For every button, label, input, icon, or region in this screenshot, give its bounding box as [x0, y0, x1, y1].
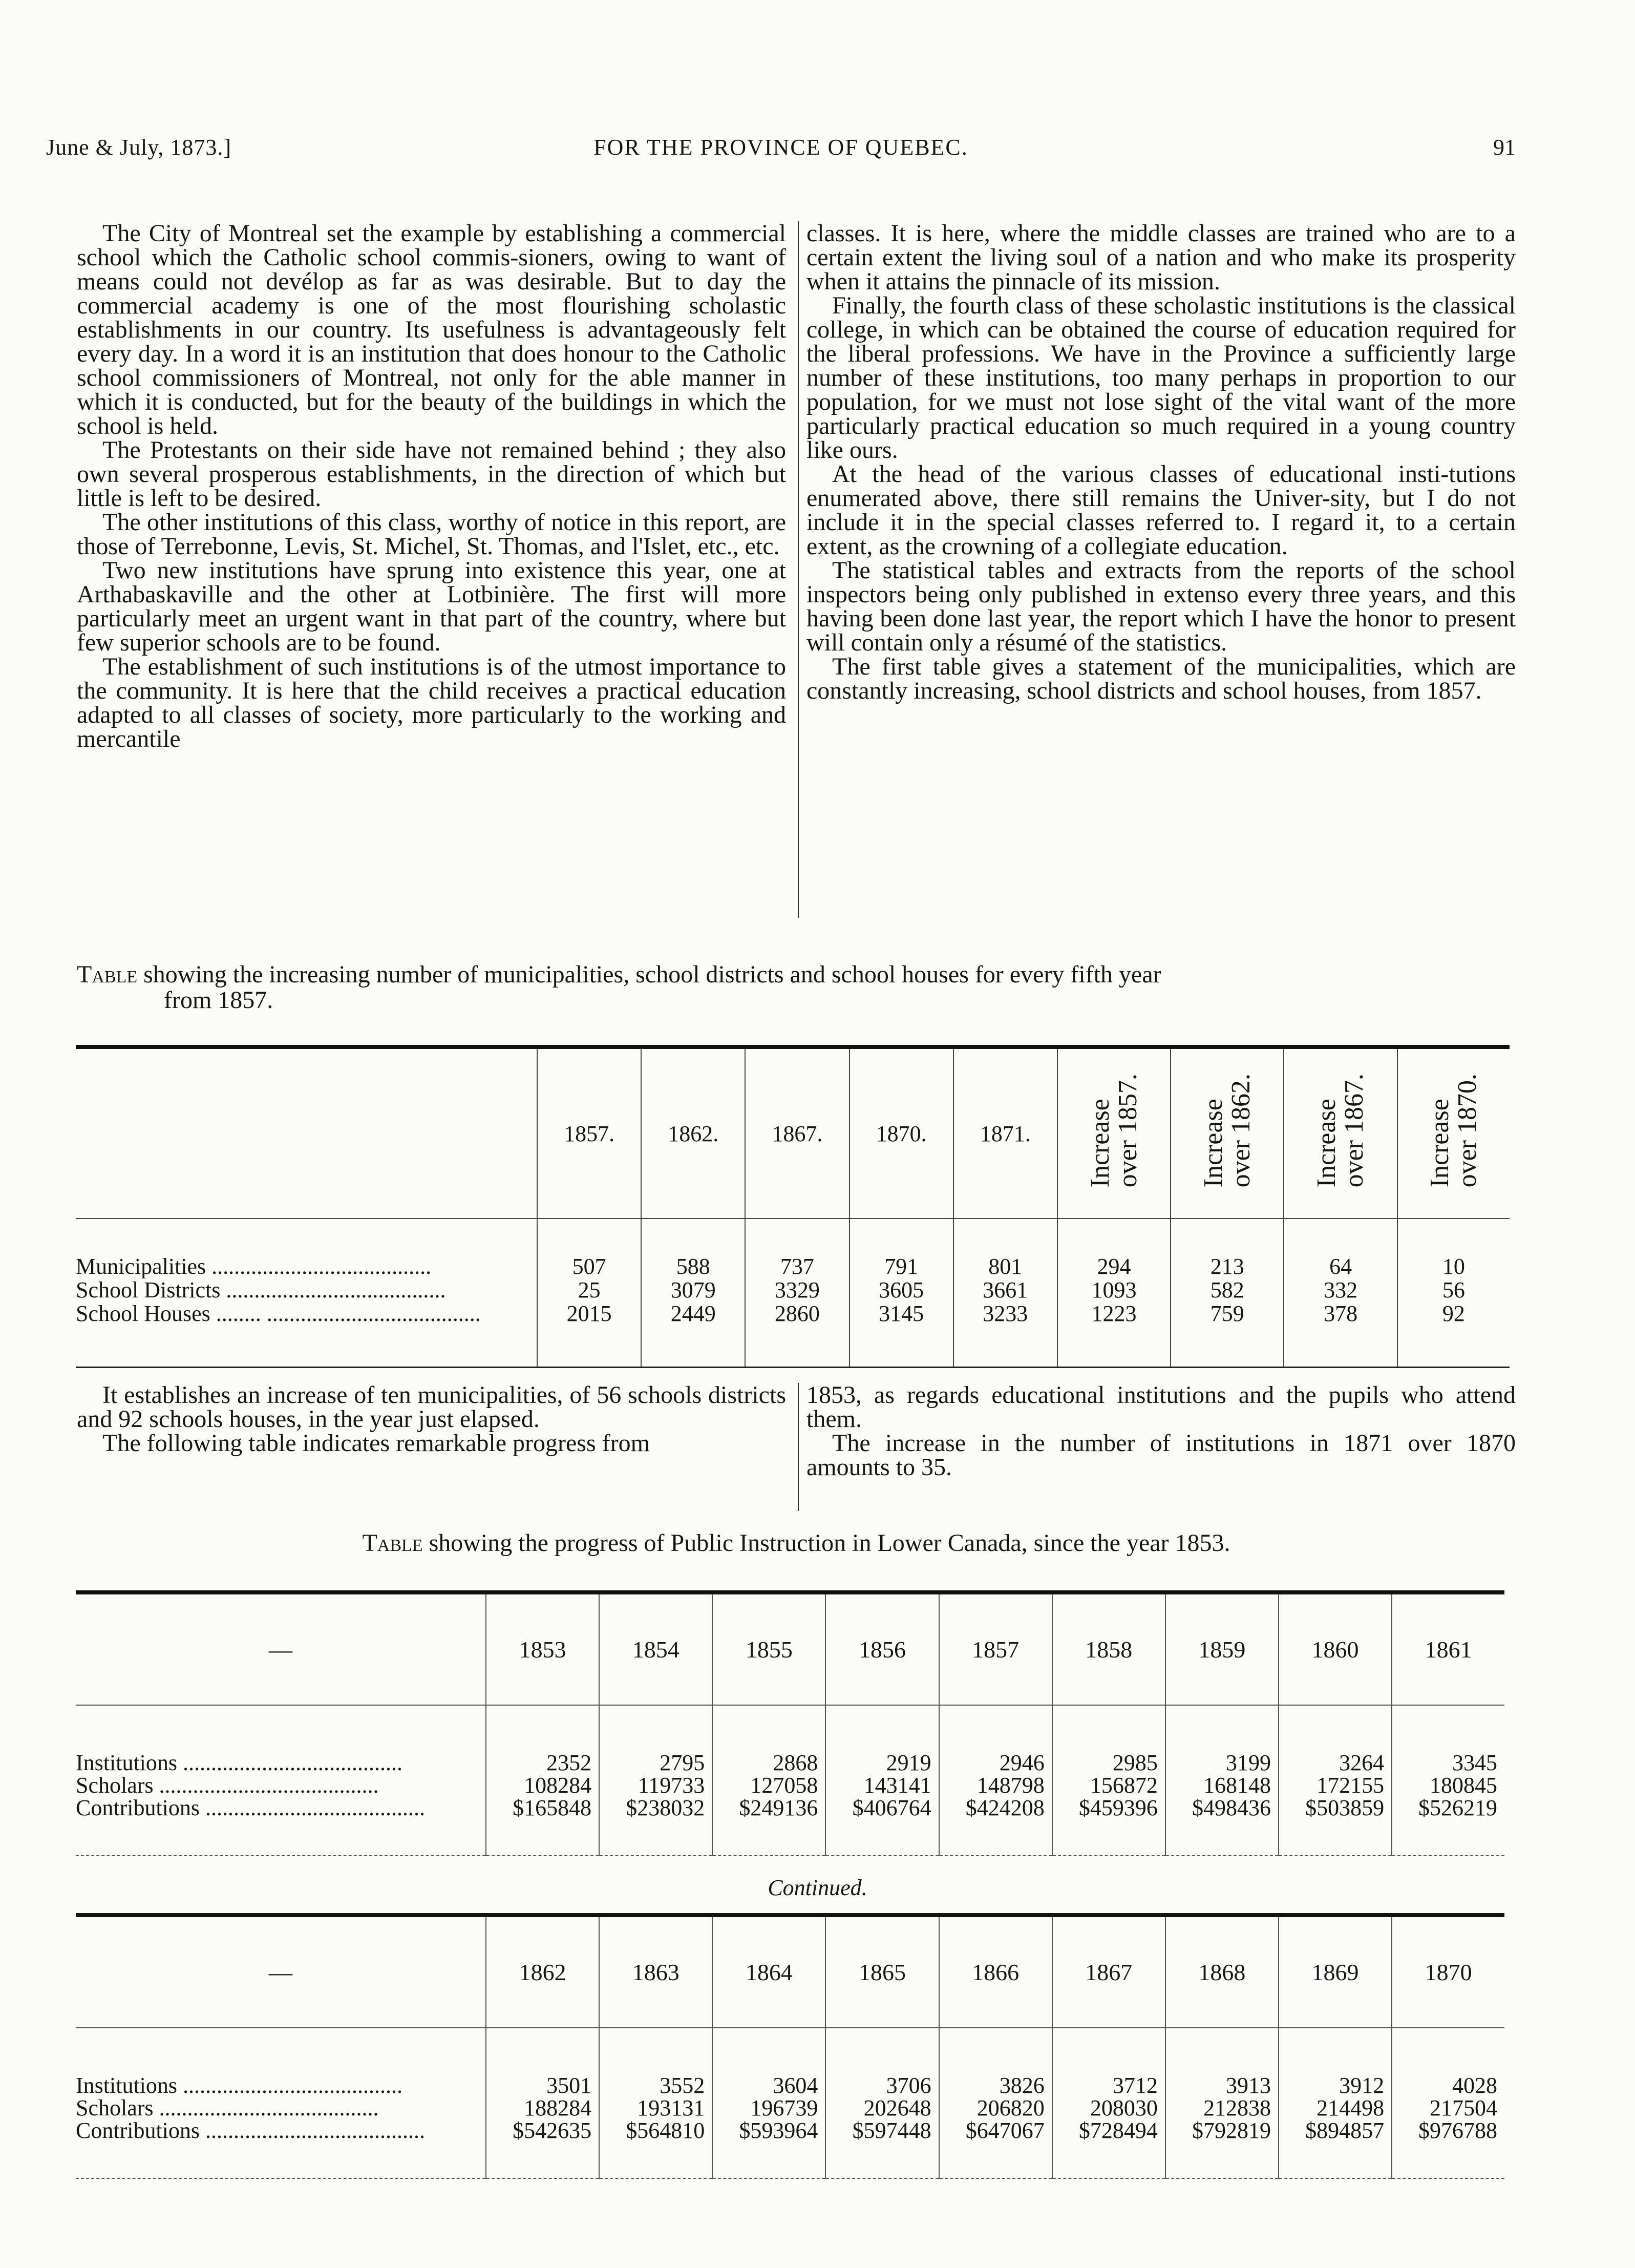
table-cell: $249136 [712, 1797, 825, 1856]
table-header-cell [1397, 1047, 1510, 1219]
table-header-cell [1284, 1047, 1397, 1219]
table-cell: 217504 [1392, 2097, 1504, 2119]
table-cell: 180845 [1392, 1774, 1504, 1797]
year-header: 1870 [1392, 1915, 1504, 2028]
table-cell: $593964 [712, 2119, 825, 2178]
paragraph: The City of Montreal set the example by establishing a commercial school which the Catholic school commis-sioners, owing to want of means could not devélop as far as was desirable. But to day the commercial academy is one of the most flourishing scholastic establishments in our country. Its usefulness is advantageously felt every day. In a word it is an institution that does honour to the Catholic school commissioners of Montreal, not only for the able manner in which it is conducted, but for the beauty of the buildings in which the school is held. [77, 220, 786, 439]
table-cell: 2352 [486, 1705, 599, 1774]
table-cell: $728494 [1052, 2119, 1165, 2178]
table-header-cell: — [76, 1915, 486, 2028]
year-header: 1861 [1392, 1592, 1504, 1705]
paragraph: Finally, the fourth class of these scholastic institutions is the classical college, in which can be obtained the course of education required for the liberal professions. We have in the Province a sufficiently large number of these institutions, too many perhaps in proportion to our population, for we must not lose sight of the vital want of the more particularly practical education so much required in a young country like ours. [806, 292, 1516, 464]
top-left-column [77, 221, 786, 751]
table-cell: 172155 [1279, 1774, 1392, 1797]
table-cell: 2795 [599, 1705, 712, 1774]
table-cell: 3661 [953, 1278, 1057, 1302]
table-cell: 582 [1171, 1278, 1284, 1302]
paragraph: At the head of the various classes of educational insti-tutions enumerated above, there still remains the Univer-sity, but I do not include it in the special classes referred to. I regard it, to a certain extent, as the crowning of a collegiate education. [806, 460, 1516, 560]
table-row [76, 1797, 1504, 1856]
table-header-cell: 1857. [537, 1047, 641, 1219]
table-header-cell: 1871. [953, 1047, 1057, 1219]
row-label: Institutions ....................................... [76, 2073, 403, 2097]
table-cell: 3912 [1279, 2028, 1392, 2097]
municipalities-table [76, 1045, 1510, 1368]
table-cell: $542635 [486, 2119, 599, 2178]
table-cell: 3552 [599, 2028, 712, 2097]
table-cell: 2946 [939, 1705, 1052, 1774]
paragraph: Two new institutions have sprung into existence this year, one at Arthabaskaville and the other at Lotbinière. The first will more particularly meet an urgent want in that part of the country, where but few superior schools are to be found. [77, 557, 786, 656]
row-label: School Houses ........ ...................................... [76, 1302, 481, 1326]
year-header: 1864 [712, 1915, 825, 2028]
table-cell: $564810 [599, 2119, 712, 2178]
table-cell: $406764 [825, 1797, 939, 1856]
table-cell: 2868 [712, 1705, 825, 1774]
table-cell: 202648 [825, 2097, 939, 2119]
table-cell: 2919 [825, 1705, 939, 1774]
table-cell: 10 [1397, 1219, 1510, 1278]
table-cell: 588 [641, 1219, 745, 1278]
paragraph: The establishment of such institutions is of the utmost importance to the community. It is here that the child receives a practical education adapted to all classes of society, more particularly to the working and mercantile [77, 653, 786, 752]
table-cell: $894857 [1279, 2119, 1392, 2178]
table-cell: 193131 [599, 2097, 712, 2119]
table-cell: 108284 [486, 1774, 599, 1797]
row-label: Scholars ....................................... [76, 2097, 379, 2119]
table-cell: 2860 [745, 1302, 849, 1368]
table-header-cell: — [76, 1592, 486, 1705]
page-number: 91 [1493, 135, 1516, 160]
table-header-cell [1171, 1047, 1284, 1219]
year-header: 1860 [1279, 1592, 1392, 1705]
paragraph: The increase in the number of institutions in 1871 over 1870 amounts to 35. [806, 1430, 1516, 1481]
table-cell: 3605 [850, 1278, 953, 1302]
table-cell: 212838 [1165, 2097, 1279, 2119]
table-cell: 3604 [712, 2028, 825, 2097]
column-divider [798, 221, 799, 918]
table-cell: $792819 [1165, 2119, 1279, 2178]
table-row [76, 2119, 1504, 2178]
table-cell: 208030 [1052, 2097, 1165, 2119]
table-header-row [76, 1592, 1504, 1705]
year-header: 1855 [712, 1592, 825, 1705]
table-cell: 507 [537, 1219, 641, 1278]
paragraph: It establishes an increase of ten municipalities, of 56 schools districts and 92 schools houses, in the year just elapsed. [77, 1381, 786, 1433]
table-cell: 56 [1397, 1278, 1510, 1302]
table2-caption-text: showing the progress of Public Instruction in Lower Canada, since the year 1853. [422, 1529, 1230, 1557]
paragraph: The other institutions of this class, worthy of notice in this report, are those of Terrebonne, Levis, St. Michel, St. Thomas, and l'Islet, etc., etc. [77, 509, 786, 560]
top-text-columns [77, 221, 1516, 751]
table-cell: 1223 [1057, 1302, 1171, 1368]
year-header: 1853 [486, 1592, 599, 1705]
table-cell: 213 [1171, 1219, 1284, 1278]
table-cell: 737 [745, 1219, 849, 1278]
table-cell: 3233 [953, 1302, 1057, 1368]
table-cell: 2985 [1052, 1705, 1165, 1774]
row-label: Scholars ....................................... [76, 1774, 379, 1797]
table-cell: 3501 [486, 2028, 599, 2097]
year-header: 1857 [939, 1592, 1052, 1705]
table-cell: 759 [1171, 1302, 1284, 1368]
paragraph: The Protestants on their side have not remained behind ; they also own several prosperous establishments, in the direction of which but little is left to be desired. [77, 436, 786, 512]
row-label: Institutions ....................................... [76, 1750, 403, 1774]
year-header: 1854 [599, 1592, 712, 1705]
table2-caption-lead: Table [362, 1529, 423, 1557]
table-cell: 791 [850, 1219, 953, 1278]
paragraph: 1853, as regards educational institutions and the pupils who attend them. [806, 1381, 1516, 1433]
year-header: 1862 [486, 1915, 599, 2028]
table-cell: 3826 [939, 2028, 1052, 2097]
year-header: 1866 [939, 1915, 1052, 2028]
table-cell: 64 [1284, 1219, 1397, 1278]
table-cell: 3145 [850, 1302, 953, 1368]
column-divider [798, 1383, 799, 1511]
table-cell: 3712 [1052, 2028, 1165, 2097]
table-cell: 148798 [939, 1774, 1052, 1797]
table-cell: 3913 [1165, 2028, 1279, 2097]
table-cell: $597448 [825, 2119, 939, 2178]
table-row [76, 1219, 1510, 1278]
table-row [76, 1278, 1510, 1302]
row-label: Municipalities ....................................... [76, 1254, 432, 1278]
table-cell: 3345 [1392, 1705, 1504, 1774]
table-cell: 196739 [712, 2097, 825, 2119]
table-cell: $459396 [1052, 1797, 1165, 1856]
table-header-row [76, 1915, 1504, 2028]
row-label: Contributions ....................................... [76, 2119, 426, 2143]
header-date: June & July, 1873.] [46, 135, 232, 160]
table-cell: $238032 [599, 1797, 712, 1856]
table-row [76, 2097, 1504, 2119]
table-row [76, 1705, 1504, 1774]
table-cell: 2015 [537, 1302, 641, 1368]
header-title: FOR THE PROVINCE OF QUEBEC. [593, 135, 968, 160]
rotated-header: Increase over 1857. [1085, 1074, 1142, 1188]
table1-caption-lead: Table [77, 961, 138, 988]
table-cell: 801 [953, 1219, 1057, 1278]
paragraph: The first table gives a statement of the municipalities, which are constantly increasing, school districts and school houses, from 1857. [806, 653, 1516, 704]
year-header: 1867 [1052, 1915, 1165, 2028]
table-row [76, 1774, 1504, 1797]
table-cell: 378 [1284, 1302, 1397, 1368]
table-cell: $526219 [1392, 1797, 1504, 1856]
table-header-cell [1057, 1047, 1171, 1219]
table-cell: $503859 [1279, 1797, 1392, 1856]
table-cell: 168148 [1165, 1774, 1279, 1797]
table-cell: 156872 [1052, 1774, 1165, 1797]
table-header-row [76, 1047, 1510, 1219]
rotated-header: Increase over 1870. [1425, 1074, 1482, 1188]
mid-left-column [77, 1383, 786, 1479]
public-instruction-table-continued [76, 1913, 1504, 2179]
table-cell: 3079 [641, 1278, 745, 1302]
table-cell: $165848 [486, 1797, 599, 1856]
table-header-cell: 1870. [850, 1047, 953, 1219]
paragraph: classes. It is here, where the middle classes are trained who are to a certain extent the living soul of a nation and who make its prosperity when it attains the pinnacle of its mission. [806, 220, 1516, 295]
rotated-header: Increase over 1867. [1312, 1074, 1369, 1188]
table-cell: 92 [1397, 1302, 1510, 1368]
table-cell: 1093 [1057, 1278, 1171, 1302]
year-header: 1868 [1165, 1915, 1279, 2028]
table-cell: $647067 [939, 2119, 1052, 2178]
table-cell: 143141 [825, 1774, 939, 1797]
table-row [76, 1302, 1510, 1368]
table1-caption [77, 962, 1516, 1013]
paragraph: The statistical tables and extracts from the reports of the school inspectors being only published in extenso every three years, and this having been done last year, the report which I have the honor to present will contain only a résumé of the statistics. [806, 557, 1516, 656]
table-cell: 3329 [745, 1278, 849, 1302]
table-cell: 3199 [1165, 1705, 1279, 1774]
table-cell: 294 [1057, 1219, 1171, 1278]
table-cell: 206820 [939, 2097, 1052, 2119]
mid-text-columns [77, 1383, 1516, 1479]
table-row [76, 2028, 1504, 2097]
year-header: 1859 [1165, 1592, 1279, 1705]
table-cell: 4028 [1392, 2028, 1504, 2097]
table-cell: $976788 [1392, 2119, 1504, 2178]
table-cell: 25 [537, 1278, 641, 1302]
table-cell: 119733 [599, 1774, 712, 1797]
year-header: 1856 [825, 1592, 939, 1705]
continued-label: Continued. [768, 1875, 867, 1900]
year-header: 1858 [1052, 1592, 1165, 1705]
row-label: Contributions ....................................... [76, 1797, 426, 1820]
table-cell: 127058 [712, 1774, 825, 1797]
table-cell: 2449 [641, 1302, 745, 1368]
table-cell: 3706 [825, 2028, 939, 2097]
table-cell: 188284 [486, 2097, 599, 2119]
row-label: School Districts ....................................... [76, 1278, 446, 1302]
table2-caption [77, 1530, 1516, 1556]
table1-caption-line2: from 1857. [164, 986, 273, 1014]
public-instruction-table [76, 1590, 1504, 1856]
table-header-cell: 1862. [641, 1047, 745, 1219]
rotated-header: Increase over 1862. [1198, 1074, 1256, 1188]
table1-caption-text: showing the increasing number of municipalities, school districts and school houses for every fifth year [137, 961, 1161, 988]
running-header [46, 134, 1516, 165]
table-cell: 3264 [1279, 1705, 1392, 1774]
top-right-column [806, 221, 1516, 751]
table-header-cell [76, 1047, 537, 1219]
year-header: 1869 [1279, 1915, 1392, 2028]
table-cell: 332 [1284, 1278, 1397, 1302]
table-cell: $498436 [1165, 1797, 1279, 1856]
year-header: 1863 [599, 1915, 712, 2028]
year-header: 1865 [825, 1915, 939, 2028]
paragraph: The following table indicates remarkable progress from [102, 1430, 650, 1457]
mid-right-column [806, 1383, 1516, 1479]
table-cell: $424208 [939, 1797, 1052, 1856]
table-cell: 214498 [1279, 2097, 1392, 2119]
table-header-cell: 1867. [745, 1047, 849, 1219]
